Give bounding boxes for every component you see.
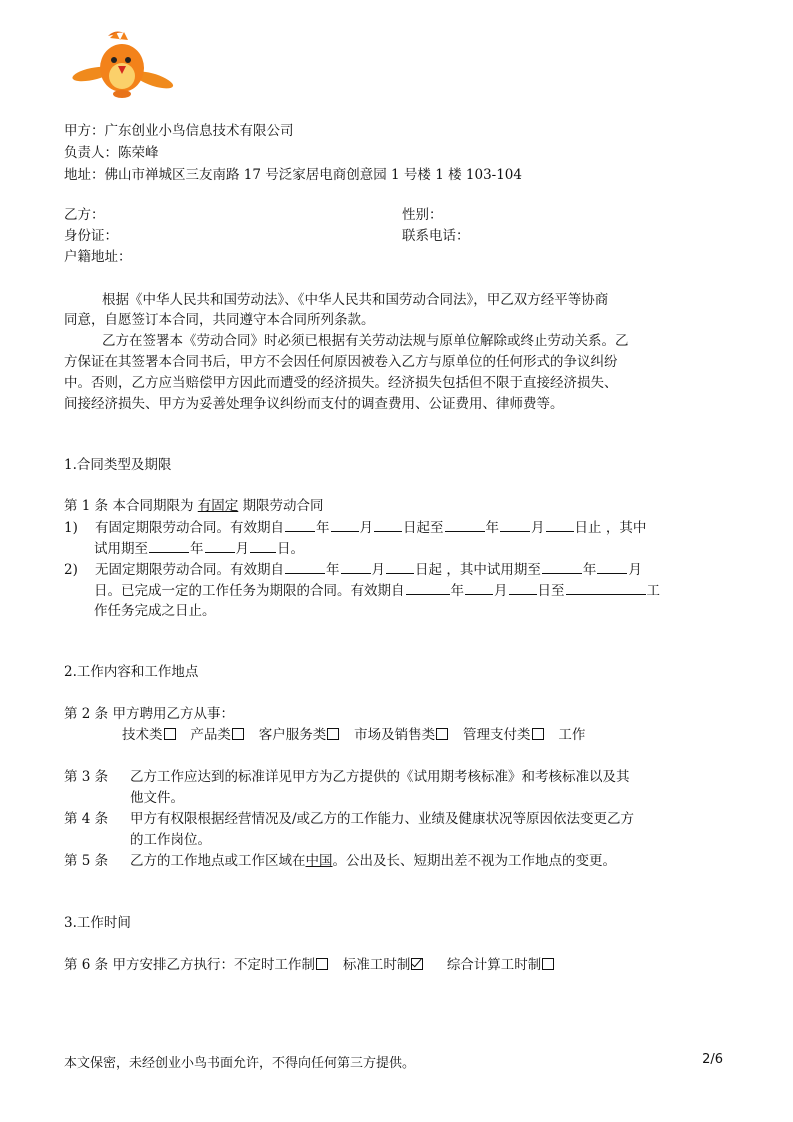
- item-1-until: 日止 ，其中: [574, 520, 647, 536]
- blank-field[interactable]: [546, 517, 574, 532]
- job-category-checkbox[interactable]: [164, 728, 176, 740]
- month-label: 月: [235, 541, 249, 557]
- article-5-tail: 。公出及长、短期出差不视为工作地点的变更。: [332, 853, 616, 869]
- blank-field[interactable]: [406, 580, 450, 595]
- blank-field[interactable]: [149, 538, 189, 553]
- article-3-line2: 他文件。: [130, 790, 184, 806]
- flexible-hours-checkbox[interactable]: [316, 958, 328, 970]
- probation-label: 试用期至: [94, 541, 148, 557]
- party-b-phone-label: 联系电话：: [402, 228, 470, 244]
- article-4-number: 第 4 条: [64, 811, 109, 827]
- item-2-text: 无固定期限劳动合同。有效期自: [95, 562, 285, 578]
- job-category-label: 管理支付类: [463, 727, 531, 743]
- month-label: 月: [628, 562, 642, 578]
- option-flexible-label: 不定时工作制: [233, 957, 315, 973]
- item-2-line2: [94, 580, 660, 601]
- party-a-name: 甲方：广东创业小鸟信息技术有限公司: [64, 123, 294, 139]
- page-number: 2/6: [702, 1052, 723, 1067]
- blank-field[interactable]: [566, 580, 646, 595]
- article-1-prefix: 第 1 条 本合同期限为: [64, 498, 194, 514]
- blank-field[interactable]: [465, 580, 493, 595]
- preamble-p2-line3: 中。否则，乙方应当赔偿甲方因此而遭受的经济损失。经济损失包括但不限于直接经济损失、: [64, 375, 618, 391]
- standard-hours-checkbox[interactable]: [411, 958, 423, 970]
- article-1: [64, 496, 324, 516]
- party-a-address: 地址：佛山市禅城区三友南路 17 号泛家居电商创意园 1 号楼 1 楼 103-104: [64, 167, 522, 183]
- blank-field[interactable]: [509, 580, 537, 595]
- job-category-label: 产品类: [190, 727, 231, 743]
- item-1-text: 有固定期限劳动合同。有效期自: [95, 520, 285, 536]
- option-standard-label: 标准工时制: [342, 957, 411, 973]
- article-6: [64, 955, 556, 975]
- job-category-checkbox[interactable]: [436, 728, 448, 740]
- item-1-number: 1): [64, 520, 78, 536]
- blank-field[interactable]: [597, 559, 627, 574]
- blank-field[interactable]: [341, 559, 371, 574]
- job-category-tail: 工作: [558, 727, 586, 743]
- article-6-text: 第 6 条 甲方安排乙方执行：: [64, 957, 234, 973]
- job-category-checkbox[interactable]: [232, 728, 244, 740]
- article-3-number: 第 3 条: [64, 769, 109, 785]
- option-comprehensive-label: 综合计算工时制: [446, 957, 542, 973]
- item-2-number: 2): [64, 562, 78, 578]
- bird-logo-icon: [70, 28, 174, 104]
- section-3-title: 3.工作时间: [64, 915, 131, 931]
- confidential-notice: 本文保密，未经创业小鸟书面允许，不得向任何第三方提供。: [64, 1056, 416, 1071]
- preamble-p1-line2: 同意，自愿签订本合同，共同遵守本合同所列条款。: [64, 312, 375, 328]
- preamble-p1-line1: 根据《中华人民共和国劳动法》、《中华人民共和国劳动合同法》，甲乙双方经平等协商: [102, 292, 609, 308]
- preamble-p2-line4: 间接经济损失、甲方为妥善处理争议纠纷而支付的调查费用、公证费用、律师费等。: [64, 396, 564, 412]
- month-label: 月: [494, 583, 508, 599]
- preamble-p2-line2: 方保证在其签署本合同书后，甲方不会因任何原因被卷入乙方与原单位的任何形式的争议纠纷: [64, 354, 618, 370]
- article-2: 第 2 条 甲方聘用乙方从事：: [64, 706, 234, 722]
- article-5-number: 第 5 条: [64, 853, 109, 869]
- day-label: 日: [277, 541, 291, 557]
- year-label: 年: [485, 520, 500, 536]
- article-1-suffix: 期限劳动合同: [242, 498, 324, 514]
- party-b-id-label: 身份证：: [64, 228, 118, 244]
- blank-field[interactable]: [205, 538, 235, 553]
- section-1-title: 1.合同类型及期限: [64, 457, 172, 473]
- item-2-line1: [64, 559, 642, 580]
- article-5: [130, 851, 616, 871]
- section-2-title: 2.工作内容和工作地点: [64, 664, 199, 680]
- blank-field[interactable]: [285, 559, 325, 574]
- party-b-hukou-label: 户籍地址：: [64, 249, 132, 265]
- blank-field[interactable]: [500, 517, 530, 532]
- item-1-line1: [64, 517, 646, 538]
- item-1-from: 日起至: [403, 520, 444, 536]
- blank-field[interactable]: [445, 517, 485, 532]
- year-label: 年: [582, 562, 597, 578]
- blank-field[interactable]: [374, 517, 402, 532]
- job-category-label: 市场及销售类: [354, 727, 436, 743]
- item-1-line2: 试用期至 年 月 日。: [94, 538, 304, 559]
- comprehensive-hours-checkbox[interactable]: [542, 958, 554, 970]
- item-2-work: 工: [646, 583, 660, 599]
- contract-type-value[interactable]: 有固定: [197, 498, 239, 514]
- work-location-value[interactable]: 中国: [305, 853, 333, 869]
- job-category-label: 客户服务类: [258, 727, 327, 743]
- article-4-line2: 的工作岗位。: [130, 832, 211, 848]
- preamble-p2-line1: 乙方在签署本《劳动合同》时必须已根据有关劳动法规与原单位解除或终止劳动关系。乙: [102, 333, 629, 349]
- blank-field[interactable]: [331, 517, 359, 532]
- party-a-representative: 负责人：陈荣峰: [64, 145, 159, 161]
- blank-field[interactable]: [386, 559, 414, 574]
- party-b-gender-label: 性别：: [402, 207, 443, 223]
- job-category-checkbox[interactable]: [327, 728, 339, 740]
- year-label: 年: [326, 562, 340, 578]
- blank-field[interactable]: [250, 538, 276, 553]
- year-label: 年: [190, 541, 204, 557]
- article-4-line1: 甲方有权限根据经营情况及/或乙方的工作能力、业绩及健康状况等原因依法变更乙方: [130, 811, 635, 827]
- month-label: 月: [371, 562, 386, 578]
- job-category-checkbox[interactable]: [532, 728, 544, 740]
- blank-field[interactable]: [542, 559, 582, 574]
- item-2-from: 日起 ，其中试用期至: [415, 562, 541, 578]
- party-b-name-label: 乙方：: [64, 207, 105, 223]
- month-label: 月: [531, 520, 545, 536]
- month-label: 月: [359, 520, 374, 536]
- article-3-line1: 乙方工作应达到的标准详见甲方为乙方提供的《试用期考核标准》和考核标准以及其: [130, 769, 630, 785]
- item-2-line3: 作任务完成之日止。: [94, 603, 216, 619]
- article-5-text: 乙方的工作地点或工作区域在: [130, 853, 306, 869]
- job-category-options: [122, 725, 585, 745]
- blank-field[interactable]: [285, 517, 315, 532]
- job-category-label: 技术类: [122, 727, 163, 743]
- item-2-task-text: 日。已完成一定的工作任务为期限的合同。有效期自: [94, 583, 405, 599]
- year-label: 年: [450, 583, 464, 599]
- item-2-to: 日至: [537, 583, 565, 599]
- year-label: 年: [316, 520, 330, 536]
